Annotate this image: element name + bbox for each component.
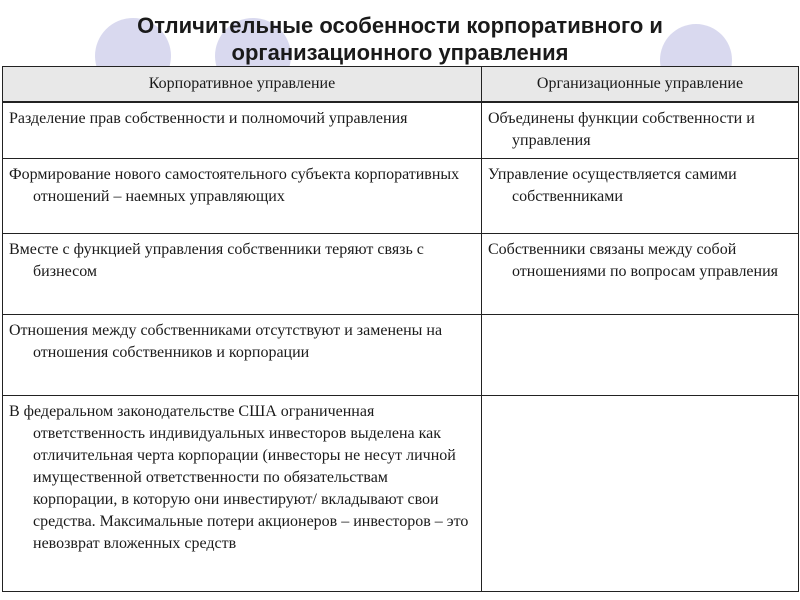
slide-title <box>0 12 800 66</box>
table-cell-left <box>3 315 482 396</box>
table-cell-right <box>482 159 799 234</box>
table-row <box>3 102 799 159</box>
table-cell-right <box>482 234 799 315</box>
cell-text: Объединены функции собственности и управления <box>488 110 755 149</box>
cell-text <box>488 315 792 320</box>
cell-text: Управление осуществляется самими собственниками <box>488 166 737 205</box>
table-cell-left <box>3 396 482 592</box>
table-cell-left <box>3 102 482 159</box>
cell-text: Разделение прав собственности и полномочий управления <box>9 110 408 127</box>
cell-text: В федеральном законодательстве США ограниченная ответственность индивидуальных инвесторов выделена как отличительная черта корпорации (инвесторы не несут личной имущественной ответственности по обязательствам корпорации, в которую они инвестируют/ вкладывают свои средства. Максимальные потери акционеров – инвесторов – это невозврат вложенных средств <box>9 403 469 552</box>
slide-title-line-1: Отличительные особенности корпоративного и <box>137 13 663 38</box>
table-cell-right <box>482 396 799 592</box>
table-row <box>3 396 799 592</box>
comparison-table <box>2 66 799 592</box>
table-row <box>3 315 799 396</box>
table-row <box>3 159 799 234</box>
table-header-row <box>3 67 799 103</box>
header-corporate-management: Корпоративное управление <box>3 67 482 103</box>
cell-text: Собственники связаны между собой отношениями по вопросам управления <box>488 241 779 280</box>
cell-text: Формирование нового самостоятельного субъекта корпоративных отношений – наемных управляющих <box>9 166 460 205</box>
table-cell-left <box>3 234 482 315</box>
cell-text <box>488 396 792 401</box>
table-cell-right <box>482 315 799 396</box>
table-cell-right <box>482 102 799 159</box>
cell-text: Вместе с функцией управления собственники теряют связь с бизнесом <box>9 241 424 280</box>
header-organizational-management: Организационные управление <box>482 67 799 103</box>
table-cell-left <box>3 159 482 234</box>
cell-text: Отношения между собственниками отсутствуют и заменены на отношения собственников и корпорации <box>9 322 443 361</box>
table-row <box>3 234 799 315</box>
slide-title-line-2: организационного управления <box>231 40 569 65</box>
